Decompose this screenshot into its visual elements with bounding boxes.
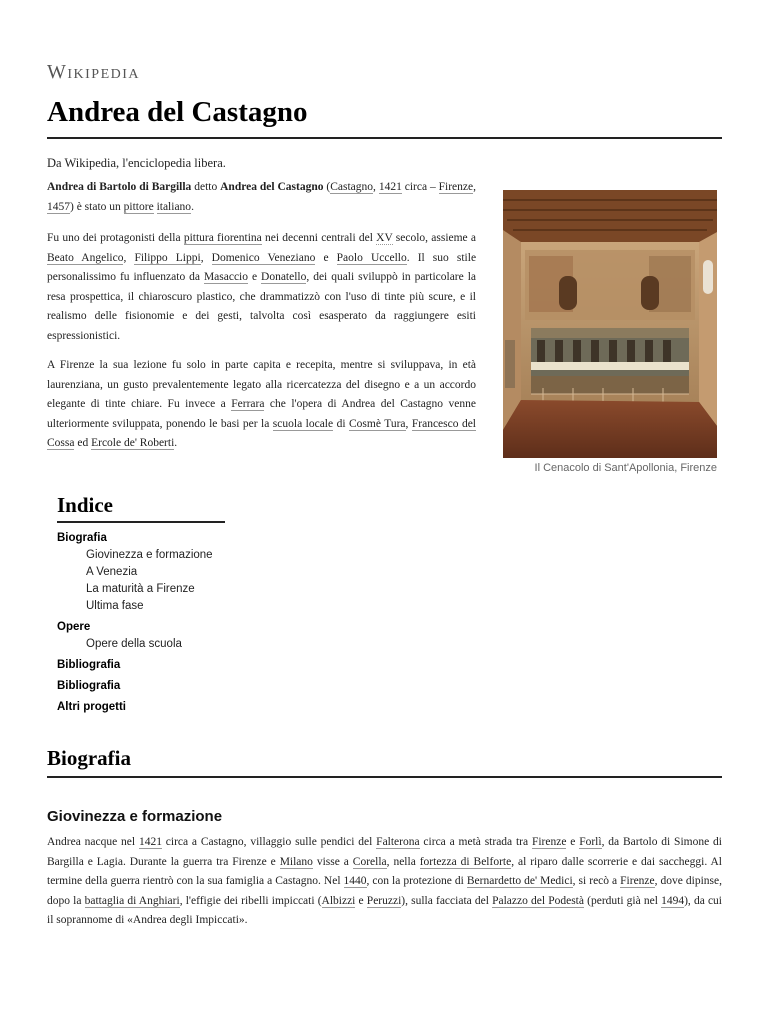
text: . bbox=[174, 437, 178, 449]
toc-subitem[interactable]: Giovinezza e formazione bbox=[86, 549, 213, 561]
text: A Firenze la sua lezione fu solo in parte capita e recepita, mentre si sviluppava, in età laurenziana, un gusto prevalentemente legato alla ricercatezza del disegno e a un accordo elegante di tinte chiare. Fu invece a bbox=[47, 359, 476, 410]
link-palazzo-del-podesta[interactable]: Palazzo del Podestà bbox=[492, 894, 584, 907]
text: di bbox=[333, 417, 349, 430]
text: (perduti già nel bbox=[583, 894, 662, 907]
toc-subitem[interactable]: La maturità a Firenze bbox=[86, 583, 195, 595]
text: , nella bbox=[386, 855, 420, 868]
text: e bbox=[248, 271, 262, 283]
link-firenze[interactable]: Firenze bbox=[531, 836, 567, 848]
text: ), da cui il soprannome di «Andrea degli Impiccati». bbox=[47, 894, 722, 926]
link-italiano[interactable]: italiano bbox=[156, 200, 192, 213]
cenacolo-image[interactable] bbox=[503, 190, 717, 458]
link-donatello[interactable]: Donatello bbox=[261, 271, 307, 283]
text: . bbox=[191, 200, 194, 213]
text: Fu uno dei protagonisti della bbox=[47, 232, 184, 244]
toc-divider bbox=[57, 521, 225, 523]
link-falterona[interactable]: Falterona bbox=[376, 836, 420, 848]
link-forli[interactable]: Forlì bbox=[579, 836, 602, 848]
figure-caption: Il Cenacolo di Sant'Apollonia, Firenze bbox=[534, 462, 717, 474]
link-firenze[interactable]: Firenze bbox=[438, 181, 474, 193]
text: e bbox=[355, 894, 367, 907]
toc-subitem[interactable]: Ultima fase bbox=[86, 600, 144, 612]
text: visse a bbox=[312, 855, 353, 868]
text: , al riparo dalle scorrerie e dai saccheggi. Al termine della guerra rientrò con la sua famiglia a Castagno. Nel bbox=[47, 855, 722, 887]
wikipedia-logo[interactable]: Wikipedia bbox=[47, 61, 141, 83]
text: circa a Castagno, villaggio sulle pendici del bbox=[161, 836, 377, 848]
toc-subitem[interactable]: A Venezia bbox=[86, 566, 138, 578]
link-firenze[interactable]: Firenze bbox=[620, 875, 655, 887]
toc-item-bibliografia[interactable]: Bibliografia bbox=[57, 659, 121, 671]
text: , bbox=[405, 417, 412, 430]
link-year-1421[interactable]: 1421 bbox=[138, 836, 162, 848]
text: ), sulla facciata del bbox=[401, 894, 493, 907]
section-heading: Biografia bbox=[47, 746, 131, 770]
toc-title: Indice bbox=[57, 493, 114, 517]
text: ( bbox=[323, 181, 331, 193]
link-masaccio[interactable]: Masaccio bbox=[203, 271, 249, 283]
intro-paragraph bbox=[47, 178, 476, 217]
link-corella[interactable]: Corella bbox=[352, 855, 387, 868]
toc-item-altri-progetti[interactable]: Altri progetti bbox=[57, 701, 126, 713]
text: , da Bartolo di Simone di Bargilla e Lagia. Durante la guerra tra Firenze e bbox=[47, 836, 722, 868]
link-pittore[interactable]: pittore bbox=[123, 200, 154, 213]
title-divider bbox=[47, 137, 722, 139]
link-year-1440[interactable]: 1440 bbox=[343, 875, 367, 887]
bold-name-full: Andrea di Bartolo di Bargilla bbox=[47, 181, 192, 193]
link-pittura-fiorentina[interactable]: pittura fiorentina bbox=[183, 232, 262, 244]
text: , dei quali sviluppò in particolare la resa prospettica, il chiaroscuro plastico, che drammatizzò con l'uso di tinte più scure, e il realismo delle fisionomie e dei gesti, talvolta così esasperato da raggiungere esiti espressionistici. bbox=[47, 271, 476, 342]
text: secolo, assieme a bbox=[392, 232, 476, 244]
text: Andrea nacque nel bbox=[47, 836, 139, 848]
subsection-heading: Giovinezza e formazione bbox=[47, 808, 223, 825]
text: . Il suo stile personalissimo fu influenzato da bbox=[47, 251, 477, 283]
text: e bbox=[566, 836, 580, 848]
link-year-1457[interactable]: 1457 bbox=[47, 200, 70, 213]
body-paragraph bbox=[47, 833, 722, 931]
link-year-1421[interactable]: 1421 bbox=[378, 181, 402, 193]
text: , bbox=[123, 251, 135, 264]
link-milano[interactable]: Milano bbox=[279, 855, 313, 868]
page-title: Andrea del Castagno bbox=[47, 96, 308, 128]
text: , bbox=[473, 181, 476, 193]
toc-item-bibliografia[interactable]: Bibliografia bbox=[57, 680, 121, 692]
text: ed bbox=[74, 437, 92, 449]
table-of-contents bbox=[57, 493, 357, 716]
link-castagno[interactable]: Castagno bbox=[330, 181, 374, 193]
text: , l'effigie dei ribelli impiccati ( bbox=[179, 894, 322, 907]
section-divider bbox=[47, 776, 722, 778]
toc-item-biografia[interactable]: Biografia bbox=[57, 532, 107, 544]
link-year-1494[interactable]: 1494 bbox=[661, 894, 685, 907]
text: , si recò a bbox=[572, 875, 621, 887]
link-albizzi[interactable]: Albizzi bbox=[321, 894, 356, 907]
text: ) è stato un bbox=[70, 200, 124, 213]
text: che l'opera di Andrea del Castagno venne ulteriormente sviluppata, ponendo le basi per la bbox=[47, 398, 476, 430]
link-fortezza-di-belforte[interactable]: fortezza di Belforte bbox=[419, 855, 512, 868]
text: circa – bbox=[401, 181, 439, 193]
link-paolo-uccello[interactable]: Paolo Uccello bbox=[336, 251, 407, 264]
link-bernardetto-de-medici[interactable]: Bernardetto de' Medici bbox=[466, 875, 573, 887]
text: detto bbox=[191, 181, 221, 193]
toc-subitem[interactable]: Opere della scuola bbox=[86, 638, 182, 650]
text: , bbox=[373, 181, 379, 193]
link-ferrara[interactable]: Ferrara bbox=[231, 398, 265, 410]
bold-name-short: Andrea del Castagno bbox=[220, 181, 324, 193]
link-peruzzi[interactable]: Peruzzi bbox=[366, 894, 402, 907]
text: , dove dipinse, dopo la bbox=[47, 875, 722, 907]
toc-item-opere[interactable]: Opere bbox=[57, 621, 91, 633]
link-scuola-locale[interactable]: scuola locale bbox=[272, 417, 334, 430]
text: , bbox=[200, 251, 212, 264]
link-cosme-tura[interactable]: Cosmè Tura bbox=[349, 417, 406, 430]
text: nei decenni centrali del bbox=[261, 232, 377, 244]
body-paragraph bbox=[47, 356, 476, 454]
text: circa a metà strada tra bbox=[419, 836, 532, 848]
link-filippo-lippi[interactable]: Filippo Lippi bbox=[134, 251, 201, 264]
figure bbox=[503, 190, 717, 474]
tagline: Da Wikipedia, l'enciclopedia libera. bbox=[47, 156, 226, 170]
text: , con la protezione di bbox=[366, 875, 467, 887]
link-battaglia-di-anghiari[interactable]: battaglia di Anghiari bbox=[84, 894, 180, 907]
link-domenico-veneziano[interactable]: Domenico Veneziano bbox=[211, 251, 316, 264]
link-ercole-de-roberti[interactable]: Ercole de' Roberti bbox=[91, 437, 175, 449]
body-paragraph bbox=[47, 229, 476, 346]
link-francesco-del-cossa[interactable]: Francesco del Cossa bbox=[47, 417, 476, 449]
text: e bbox=[315, 251, 337, 264]
link-beato-angelico[interactable]: Beato Angelico bbox=[47, 251, 124, 264]
link-xv-secolo[interactable]: XV bbox=[376, 232, 393, 244]
